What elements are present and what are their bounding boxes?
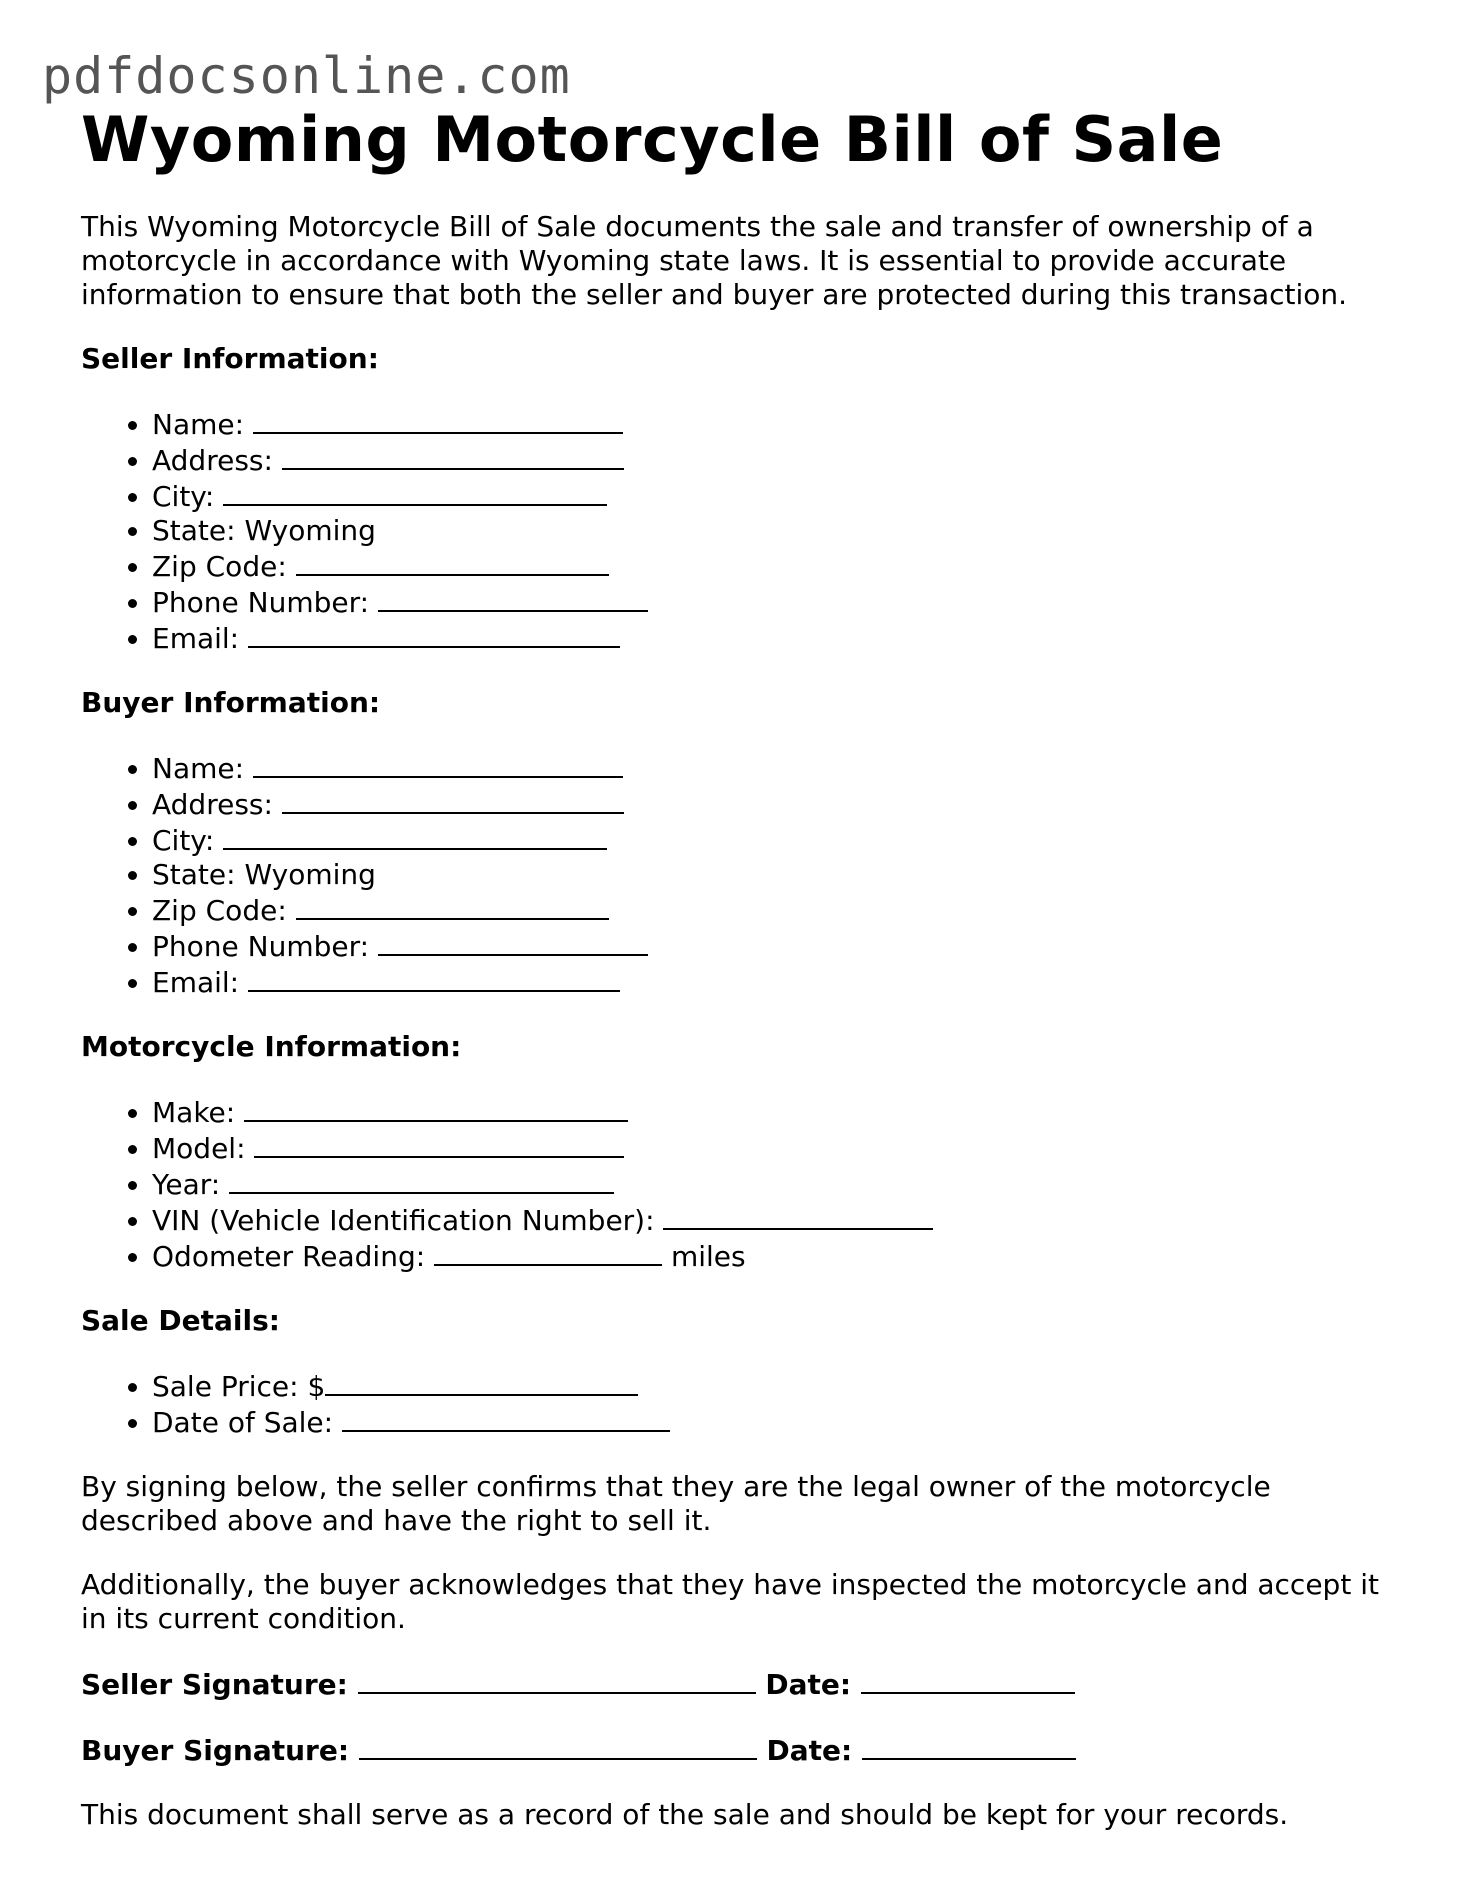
buyer-address-field[interactable] <box>282 786 624 814</box>
buyer-phone-item <box>152 928 1401 964</box>
seller-state-label: State: Wyoming <box>152 514 376 547</box>
motorcycle-fields <box>81 1094 1401 1274</box>
buyer-zip-item <box>152 892 1401 928</box>
seller-email-item <box>152 620 1401 656</box>
seller-heading: Seller Information: <box>81 342 379 375</box>
buyer-heading: Buyer Information: <box>81 686 381 719</box>
seller-state-item <box>152 514 1401 548</box>
seller-city-item <box>152 478 1401 514</box>
sale-date-item <box>152 1404 1401 1440</box>
sale-price-label: Sale Price: $ <box>152 1370 326 1403</box>
buyer-address-item <box>152 786 1401 822</box>
model-label: Model: <box>152 1132 246 1165</box>
document-title: Wyoming Motorcycle Bill of Sale <box>81 103 1224 176</box>
buyer-phone-field[interactable] <box>378 928 648 956</box>
seller-zip-field[interactable] <box>296 548 609 576</box>
odometer-field[interactable] <box>434 1238 662 1266</box>
seller-name-label: Name: <box>152 408 245 441</box>
odometer-unit: miles <box>670 1240 746 1273</box>
model-field[interactable] <box>254 1130 624 1158</box>
seller-address-field[interactable] <box>282 442 624 470</box>
vin-item <box>152 1202 1401 1238</box>
vin-label: VIN (Vehicle Identification Number): <box>152 1204 655 1237</box>
seller-signature-label: Seller Signature: <box>81 1668 348 1701</box>
buyer-state-item <box>152 858 1401 892</box>
sale-price-item <box>152 1368 1401 1404</box>
buyer-state-label: State: Wyoming <box>152 858 376 891</box>
model-item <box>152 1130 1401 1166</box>
odometer-item <box>152 1238 1401 1274</box>
seller-zip-item <box>152 548 1401 584</box>
seller-date-field[interactable] <box>861 1666 1075 1694</box>
seller-signature-field[interactable] <box>358 1666 756 1694</box>
buyer-signature-row <box>81 1732 1401 1768</box>
seller-phone-item <box>152 584 1401 620</box>
buyer-email-item <box>152 964 1401 1000</box>
seller-name-item <box>152 406 1401 442</box>
seller-fields <box>81 406 1401 656</box>
seller-phone-label: Phone Number: <box>152 586 370 619</box>
seller-city-label: City: <box>152 480 215 513</box>
buyer-signature-field[interactable] <box>359 1732 757 1760</box>
buyer-name-field[interactable] <box>253 750 623 778</box>
buyer-address-label: Address: <box>152 788 273 821</box>
year-field[interactable] <box>229 1166 614 1194</box>
seller-phone-field[interactable] <box>378 584 648 612</box>
buyer-name-item <box>152 750 1401 786</box>
buyer-zip-label: Zip Code: <box>152 894 287 927</box>
sale-date-label: Date of Sale: <box>152 1406 334 1439</box>
buyer-city-label: City: <box>152 824 215 857</box>
footer-note: This document shall serve as a record of the sale and should be kept for your records. <box>81 1798 1289 1831</box>
buyer-fields <box>81 750 1401 1000</box>
odometer-label: Odometer Reading: <box>152 1240 426 1273</box>
make-label: Make: <box>152 1096 236 1129</box>
seller-name-field[interactable] <box>253 406 623 434</box>
buyer-email-label: Email: <box>152 966 240 999</box>
seller-date-label: Date: <box>765 1668 852 1701</box>
document-body <box>81 100 1401 1832</box>
buyer-email-field[interactable] <box>248 964 620 992</box>
buyer-city-field[interactable] <box>223 822 607 850</box>
seller-address-label: Address: <box>152 444 273 477</box>
buyer-name-label: Name: <box>152 752 245 785</box>
seller-city-field[interactable] <box>223 478 607 506</box>
sale-date-field[interactable] <box>342 1404 670 1432</box>
watermark: pdfdocsonline.com <box>42 47 571 105</box>
seller-signature-row <box>81 1666 1401 1702</box>
buyer-signature-label: Buyer Signature: <box>81 1734 350 1767</box>
buyer-phone-label: Phone Number: <box>152 930 370 963</box>
buyer-date-field[interactable] <box>862 1732 1076 1760</box>
buyer-statement: Additionally, the buyer acknowledges that they have inspected the motorcycle and accept it in its current condition. <box>81 1568 1379 1635</box>
seller-zip-label: Zip Code: <box>152 550 287 583</box>
make-item <box>152 1094 1401 1130</box>
motorcycle-heading: Motorcycle Information: <box>81 1030 462 1063</box>
sale-heading: Sale Details: <box>81 1304 280 1337</box>
vin-field[interactable] <box>663 1202 933 1230</box>
make-field[interactable] <box>244 1094 628 1122</box>
sale-price-field[interactable] <box>325 1368 638 1396</box>
seller-email-field[interactable] <box>248 620 620 648</box>
buyer-zip-field[interactable] <box>296 892 609 920</box>
sale-fields <box>81 1368 1401 1440</box>
buyer-city-item <box>152 822 1401 858</box>
buyer-date-label: Date: <box>766 1734 853 1767</box>
intro-paragraph: This Wyoming Motorcycle Bill of Sale documents the sale and transfer of ownership of a motorcycle in accordance with Wyoming state laws. It is essential to provide accurate information to ensure that both the seller and buyer are protected during this transaction. <box>81 210 1348 311</box>
seller-address-item <box>152 442 1401 478</box>
seller-email-label: Email: <box>152 622 240 655</box>
year-item <box>152 1166 1401 1202</box>
seller-statement: By signing below, the seller confirms that they are the legal owner of the motorcycle described above and have the right to sell it. <box>81 1470 1271 1537</box>
year-label: Year: <box>152 1168 221 1201</box>
